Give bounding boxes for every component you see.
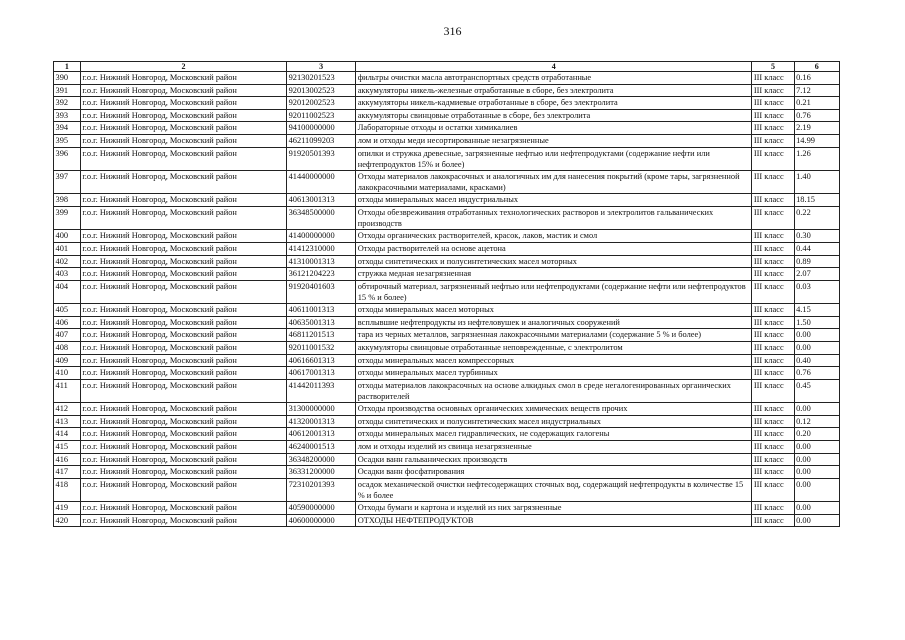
row-number-cell: 414 bbox=[54, 428, 81, 441]
page-number: 316 bbox=[443, 24, 462, 38]
table-row bbox=[54, 329, 840, 342]
amount-cell: 0.00 bbox=[794, 466, 839, 479]
waste-name-cell: обтирочный материал, загрязненный нефтью или нефтепродуктами (содержание нефти или нефтепродуктов 15 % и более) bbox=[356, 280, 752, 303]
table-row bbox=[54, 230, 840, 243]
waste-name-cell: всплывшие нефтепродукты из нефтеловушек и аналогичных сооружений bbox=[356, 316, 752, 329]
column-header: 1 bbox=[54, 62, 81, 72]
table-row bbox=[54, 354, 840, 367]
row-number-cell: 406 bbox=[54, 316, 81, 329]
waste-code-cell: 36331200000 bbox=[287, 466, 356, 479]
row-number-cell: 420 bbox=[54, 514, 81, 527]
row-number-cell: 415 bbox=[54, 440, 81, 453]
location-cell: г.о.г. Нижний Новгород, Московский район bbox=[80, 97, 286, 110]
amount-cell: 0.40 bbox=[794, 354, 839, 367]
waste-name-cell: аккумуляторы свинцовые отработанные неповрежденные, с электролитом bbox=[356, 341, 752, 354]
waste-code-cell: 72310201393 bbox=[287, 478, 356, 501]
row-number-cell: 412 bbox=[54, 403, 81, 416]
location-cell: г.о.г. Нижний Новгород, Московский район bbox=[80, 379, 286, 402]
table-row bbox=[54, 428, 840, 441]
waste-code-cell: 40600000000 bbox=[287, 514, 356, 527]
amount-cell: 0.16 bbox=[794, 72, 839, 85]
table-row bbox=[54, 304, 840, 317]
waste-name-cell: отходы синтетических и полусинтетических масел индустриальных bbox=[356, 415, 752, 428]
row-number-cell: 397 bbox=[54, 170, 81, 193]
column-header: 3 bbox=[287, 62, 356, 72]
waste-name-cell: Отходы бумаги и картона и изделий из них загрязненные bbox=[356, 502, 752, 515]
table-row bbox=[54, 502, 840, 515]
hazard-class-cell: III класс bbox=[752, 440, 794, 453]
location-cell: г.о.г. Нижний Новгород, Московский район bbox=[80, 514, 286, 527]
location-cell: г.о.г. Нижний Новгород, Московский район bbox=[80, 403, 286, 416]
table-row bbox=[54, 255, 840, 268]
row-number-cell: 390 bbox=[54, 72, 81, 85]
location-cell: г.о.г. Нижний Новгород, Московский район bbox=[80, 147, 286, 170]
location-cell: г.о.г. Нижний Новгород, Московский район bbox=[80, 466, 286, 479]
waste-name-cell: осадок механической очистки нефтесодержащих сточных вод, содержащий нефтепродукты в количестве 15 % и более bbox=[356, 478, 752, 501]
waste-name-cell: аккумуляторы никель-железные отработанные в сборе, без электролита bbox=[356, 84, 752, 97]
amount-cell: 1.26 bbox=[794, 147, 839, 170]
hazard-class-cell: III класс bbox=[752, 97, 794, 110]
amount-cell: 7.12 bbox=[794, 84, 839, 97]
location-cell: г.о.г. Нижний Новгород, Московский район bbox=[80, 502, 286, 515]
row-number-cell: 409 bbox=[54, 354, 81, 367]
row-number-cell: 408 bbox=[54, 341, 81, 354]
waste-name-cell: стружка медная незагрязненная bbox=[356, 268, 752, 281]
amount-cell: 0.00 bbox=[794, 502, 839, 515]
amount-cell: 1.40 bbox=[794, 170, 839, 193]
waste-code-cell: 92013002523 bbox=[287, 84, 356, 97]
waste-name-cell: отходы материалов лакокрасочных на основе алкидных смол в среде негалогенированных органических растворителей bbox=[356, 379, 752, 402]
hazard-class-cell: III класс bbox=[752, 194, 794, 207]
row-number-cell: 417 bbox=[54, 466, 81, 479]
location-cell: г.о.г. Нижний Новгород, Московский район bbox=[80, 354, 286, 367]
table-row bbox=[54, 72, 840, 85]
table-row bbox=[54, 109, 840, 122]
hazard-class-cell: III класс bbox=[752, 84, 794, 97]
waste-name-cell: Лабораторные отходы и остатки химикалиев bbox=[356, 122, 752, 135]
hazard-class-cell: III класс bbox=[752, 122, 794, 135]
waste-code-cell: 40611001313 bbox=[287, 304, 356, 317]
row-number-cell: 396 bbox=[54, 147, 81, 170]
location-cell: г.о.г. Нижний Новгород, Московский район bbox=[80, 415, 286, 428]
location-cell: г.о.г. Нижний Новгород, Московский район bbox=[80, 206, 286, 229]
waste-code-cell: 36121204223 bbox=[287, 268, 356, 281]
location-cell: г.о.г. Нижний Новгород, Московский район bbox=[80, 84, 286, 97]
location-cell: г.о.г. Нижний Новгород, Московский район bbox=[80, 453, 286, 466]
table-row bbox=[54, 514, 840, 527]
waste-name-cell: тара из черных металлов, загрязненная лакокрасочными материалами (содержание 5 % и более) bbox=[356, 329, 752, 342]
location-cell: г.о.г. Нижний Новгород, Московский район bbox=[80, 230, 286, 243]
waste-code-cell: 46811201513 bbox=[287, 329, 356, 342]
hazard-class-cell: III класс bbox=[752, 478, 794, 501]
waste-code-cell: 92012002523 bbox=[287, 97, 356, 110]
waste-code-cell: 92130201523 bbox=[287, 72, 356, 85]
amount-cell: 0.12 bbox=[794, 415, 839, 428]
waste-code-cell: 92011002523 bbox=[287, 109, 356, 122]
amount-cell: 4.15 bbox=[794, 304, 839, 317]
table-row bbox=[54, 170, 840, 193]
table-row bbox=[54, 466, 840, 479]
amount-cell: 0.89 bbox=[794, 255, 839, 268]
waste-code-cell: 41400000000 bbox=[287, 230, 356, 243]
waste-name-cell: ОТХОДЫ НЕФТЕПРОДУКТОВ bbox=[356, 514, 752, 527]
table-row bbox=[54, 242, 840, 255]
amount-cell: 0.30 bbox=[794, 230, 839, 243]
amount-cell: 0.00 bbox=[794, 329, 839, 342]
table-row bbox=[54, 403, 840, 416]
row-number-cell: 393 bbox=[54, 109, 81, 122]
hazard-class-cell: III класс bbox=[752, 329, 794, 342]
waste-code-cell: 36348200000 bbox=[287, 453, 356, 466]
waste-code-cell: 40613001313 bbox=[287, 194, 356, 207]
hazard-class-cell: III класс bbox=[752, 147, 794, 170]
waste-code-cell: 91920401603 bbox=[287, 280, 356, 303]
waste-code-cell: 41412310000 bbox=[287, 242, 356, 255]
table-row bbox=[54, 268, 840, 281]
amount-cell: 0.00 bbox=[794, 478, 839, 501]
amount-cell: 0.22 bbox=[794, 206, 839, 229]
hazard-class-cell: III класс bbox=[752, 230, 794, 243]
table-row bbox=[54, 84, 840, 97]
waste-code-cell: 94100000000 bbox=[287, 122, 356, 135]
waste-code-cell: 31300000000 bbox=[287, 403, 356, 416]
row-number-cell: 392 bbox=[54, 97, 81, 110]
amount-cell: 0.00 bbox=[794, 453, 839, 466]
table-body bbox=[54, 72, 840, 527]
waste-code-cell: 40635001313 bbox=[287, 316, 356, 329]
table-row bbox=[54, 453, 840, 466]
waste-code-cell: 46211099203 bbox=[287, 134, 356, 147]
waste-name-cell: отходы минеральных масел индустриальных bbox=[356, 194, 752, 207]
waste-register-table bbox=[53, 61, 840, 527]
waste-name-cell: аккумуляторы свинцовые отработанные в сборе, без электролита bbox=[356, 109, 752, 122]
hazard-class-cell: III класс bbox=[752, 453, 794, 466]
location-cell: г.о.г. Нижний Новгород, Московский район bbox=[80, 242, 286, 255]
hazard-class-cell: III класс bbox=[752, 466, 794, 479]
waste-code-cell: 40616601313 bbox=[287, 354, 356, 367]
hazard-class-cell: III класс bbox=[752, 367, 794, 380]
amount-cell: 0.00 bbox=[794, 440, 839, 453]
amount-cell: 0.76 bbox=[794, 109, 839, 122]
waste-code-cell: 41310001313 bbox=[287, 255, 356, 268]
table-row bbox=[54, 134, 840, 147]
table-row bbox=[54, 379, 840, 402]
table-row bbox=[54, 415, 840, 428]
location-cell: г.о.г. Нижний Новгород, Московский район bbox=[80, 72, 286, 85]
waste-code-cell: 40590000000 bbox=[287, 502, 356, 515]
hazard-class-cell: III класс bbox=[752, 206, 794, 229]
amount-cell: 0.76 bbox=[794, 367, 839, 380]
location-cell: г.о.г. Нижний Новгород, Московский район bbox=[80, 341, 286, 354]
location-cell: г.о.г. Нижний Новгород, Московский район bbox=[80, 268, 286, 281]
table-row bbox=[54, 440, 840, 453]
hazard-class-cell: III класс bbox=[752, 403, 794, 416]
waste-code-cell: 41440000000 bbox=[287, 170, 356, 193]
table-row bbox=[54, 194, 840, 207]
row-number-cell: 402 bbox=[54, 255, 81, 268]
hazard-class-cell: III класс bbox=[752, 242, 794, 255]
hazard-class-cell: III класс bbox=[752, 415, 794, 428]
row-number-cell: 401 bbox=[54, 242, 81, 255]
location-cell: г.о.г. Нижний Новгород, Московский район bbox=[80, 304, 286, 317]
hazard-class-cell: III класс bbox=[752, 268, 794, 281]
table-row bbox=[54, 341, 840, 354]
location-cell: г.о.г. Нижний Новгород, Московский район bbox=[80, 316, 286, 329]
table-row bbox=[54, 97, 840, 110]
column-header: 6 bbox=[794, 62, 839, 72]
row-number-cell: 416 bbox=[54, 453, 81, 466]
row-number-cell: 400 bbox=[54, 230, 81, 243]
waste-name-cell: отходы минеральных масел моторных bbox=[356, 304, 752, 317]
row-number-cell: 411 bbox=[54, 379, 81, 402]
amount-cell: 0.00 bbox=[794, 341, 839, 354]
waste-code-cell: 46240001513 bbox=[287, 440, 356, 453]
amount-cell: 0.00 bbox=[794, 514, 839, 527]
column-header: 2 bbox=[80, 62, 286, 72]
waste-name-cell: Осадки ванн гальванических производств bbox=[356, 453, 752, 466]
row-number-cell: 403 bbox=[54, 268, 81, 281]
hazard-class-cell: III класс bbox=[752, 514, 794, 527]
amount-cell: 0.03 bbox=[794, 280, 839, 303]
waste-code-cell: 92011001532 bbox=[287, 341, 356, 354]
amount-cell: 0.00 bbox=[794, 403, 839, 416]
hazard-class-cell: III класс bbox=[752, 255, 794, 268]
amount-cell: 2.19 bbox=[794, 122, 839, 135]
amount-cell: 0.44 bbox=[794, 242, 839, 255]
waste-name-cell: Отходы обезвреживания отработанных технологических растворов и электролитов гальванических производств bbox=[356, 206, 752, 229]
amount-cell: 0.45 bbox=[794, 379, 839, 402]
amount-cell: 2.07 bbox=[794, 268, 839, 281]
location-cell: г.о.г. Нижний Новгород, Московский район bbox=[80, 255, 286, 268]
column-header: 5 bbox=[752, 62, 794, 72]
location-cell: г.о.г. Нижний Новгород, Московский район bbox=[80, 367, 286, 380]
row-number-cell: 413 bbox=[54, 415, 81, 428]
waste-code-cell: 40617001313 bbox=[287, 367, 356, 380]
waste-name-cell: аккумуляторы никель-кадмиевые отработанные в сборе, без электролита bbox=[356, 97, 752, 110]
location-cell: г.о.г. Нижний Новгород, Московский район bbox=[80, 170, 286, 193]
row-number-cell: 405 bbox=[54, 304, 81, 317]
column-header: 4 bbox=[356, 62, 752, 72]
amount-cell: 1.50 bbox=[794, 316, 839, 329]
waste-name-cell: Отходы производства основных органических химических веществ прочих bbox=[356, 403, 752, 416]
waste-code-cell: 41320001313 bbox=[287, 415, 356, 428]
location-cell: г.о.г. Нижний Новгород, Московский район bbox=[80, 428, 286, 441]
waste-name-cell: фильтры очистки масла автотранспортных средств отработанные bbox=[356, 72, 752, 85]
waste-name-cell: Отходы материалов лакокрасочных и аналогичных им для нанесения покрытий (кроме тары, загрязненной лакокрасочными материалами, красками) bbox=[356, 170, 752, 193]
waste-name-cell: Отходы органических растворителей, красок, лаков, мастик и смол bbox=[356, 230, 752, 243]
hazard-class-cell: III класс bbox=[752, 379, 794, 402]
waste-code-cell: 36348500000 bbox=[287, 206, 356, 229]
hazard-class-cell: III класс bbox=[752, 428, 794, 441]
waste-code-cell: 40612001313 bbox=[287, 428, 356, 441]
waste-code-cell: 91920501393 bbox=[287, 147, 356, 170]
hazard-class-cell: III класс bbox=[752, 502, 794, 515]
table-row bbox=[54, 147, 840, 170]
hazard-class-cell: III класс bbox=[752, 341, 794, 354]
row-number-cell: 398 bbox=[54, 194, 81, 207]
hazard-class-cell: III класс bbox=[752, 354, 794, 367]
waste-name-cell: лом и отходы меди несортированные незагрязненные bbox=[356, 134, 752, 147]
hazard-class-cell: III класс bbox=[752, 72, 794, 85]
table-row bbox=[54, 206, 840, 229]
hazard-class-cell: III класс bbox=[752, 134, 794, 147]
waste-name-cell: опилки и стружка древесные, загрязненные нефтью или нефтепродуктами (содержание нефти или нефтепродуктов 15% и более) bbox=[356, 147, 752, 170]
amount-cell: 18.15 bbox=[794, 194, 839, 207]
waste-code-cell: 41442011393 bbox=[287, 379, 356, 402]
waste-name-cell: отходы минеральных масел гидравлических, не содержащих галогены bbox=[356, 428, 752, 441]
waste-name-cell: Осадки ванн фосфатирования bbox=[356, 466, 752, 479]
location-cell: г.о.г. Нижний Новгород, Московский район bbox=[80, 329, 286, 342]
hazard-class-cell: III класс bbox=[752, 316, 794, 329]
waste-name-cell: отходы синтетических и полусинтетических масел моторных bbox=[356, 255, 752, 268]
hazard-class-cell: III класс bbox=[752, 109, 794, 122]
row-number-cell: 394 bbox=[54, 122, 81, 135]
row-number-cell: 418 bbox=[54, 478, 81, 501]
location-cell: г.о.г. Нижний Новгород, Московский район bbox=[80, 109, 286, 122]
location-cell: г.о.г. Нижний Новгород, Московский район bbox=[80, 280, 286, 303]
hazard-class-cell: III класс bbox=[752, 280, 794, 303]
table-row bbox=[54, 367, 840, 380]
table-row bbox=[54, 478, 840, 501]
location-cell: г.о.г. Нижний Новгород, Московский район bbox=[80, 134, 286, 147]
table-row bbox=[54, 122, 840, 135]
hazard-class-cell: III класс bbox=[752, 170, 794, 193]
header-row bbox=[54, 62, 840, 72]
waste-name-cell: Отходы растворителей на основе ацетона bbox=[356, 242, 752, 255]
row-number-cell: 410 bbox=[54, 367, 81, 380]
waste-name-cell: отходы минеральных масел турбинных bbox=[356, 367, 752, 380]
row-number-cell: 419 bbox=[54, 502, 81, 515]
location-cell: г.о.г. Нижний Новгород, Московский район bbox=[80, 194, 286, 207]
table-row bbox=[54, 316, 840, 329]
row-number-cell: 404 bbox=[54, 280, 81, 303]
hazard-class-cell: III класс bbox=[752, 304, 794, 317]
location-cell: г.о.г. Нижний Новгород, Московский район bbox=[80, 440, 286, 453]
amount-cell: 0.21 bbox=[794, 97, 839, 110]
row-number-cell: 407 bbox=[54, 329, 81, 342]
row-number-cell: 395 bbox=[54, 134, 81, 147]
location-cell: г.о.г. Нижний Новгород, Московский район bbox=[80, 478, 286, 501]
table-row bbox=[54, 280, 840, 303]
row-number-cell: 391 bbox=[54, 84, 81, 97]
amount-cell: 14.99 bbox=[794, 134, 839, 147]
row-number-cell: 399 bbox=[54, 206, 81, 229]
location-cell: г.о.г. Нижний Новгород, Московский район bbox=[80, 122, 286, 135]
waste-name-cell: лом и отходы изделий из свинца незагрязненные bbox=[356, 440, 752, 453]
amount-cell: 0.20 bbox=[794, 428, 839, 441]
waste-name-cell: отходы минеральных масел компрессорных bbox=[356, 354, 752, 367]
